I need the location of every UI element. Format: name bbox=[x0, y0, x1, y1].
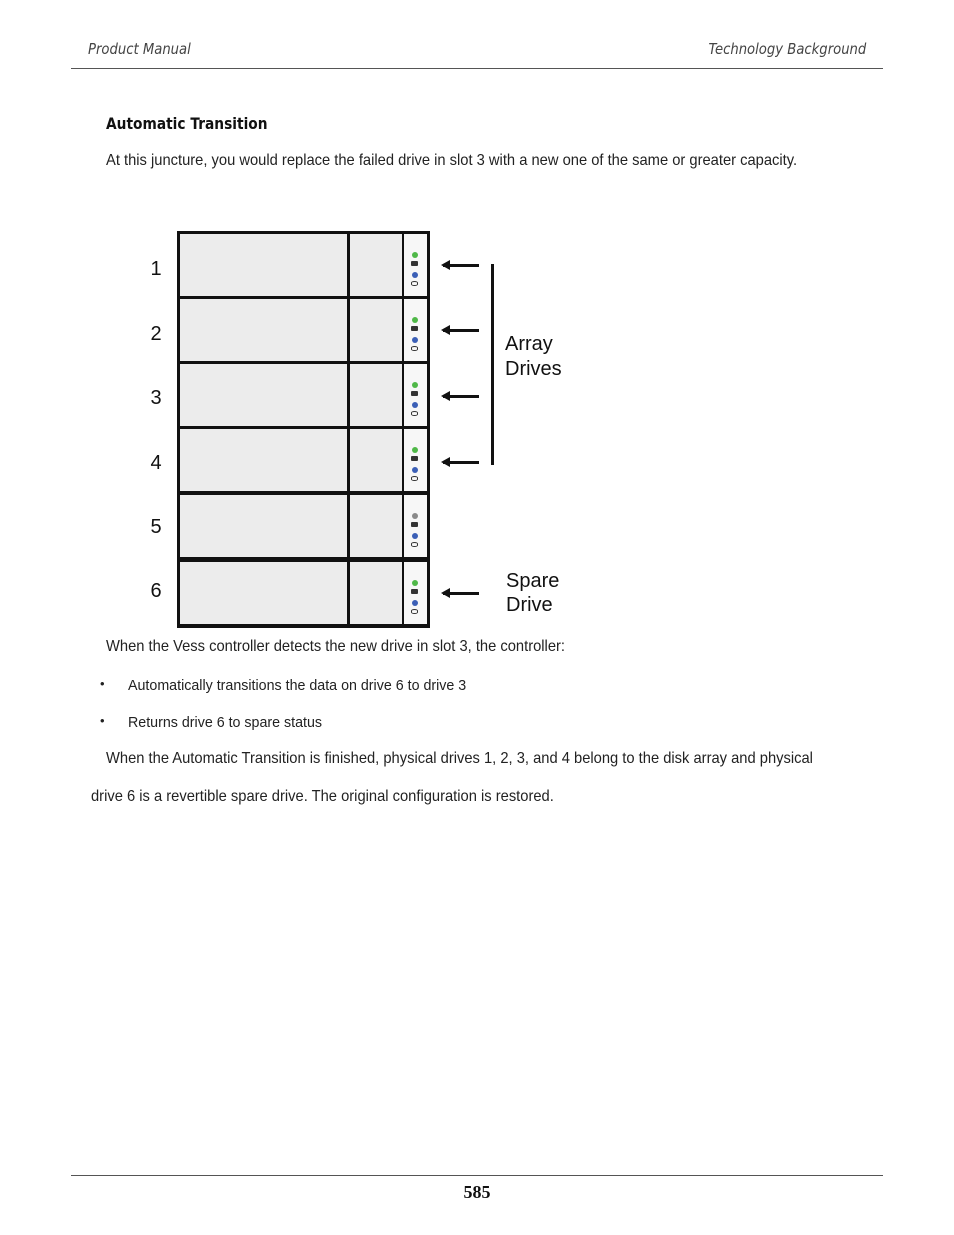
arrow-left-icon bbox=[443, 592, 479, 595]
spare-label-line1: Spare bbox=[506, 570, 560, 592]
led-panel bbox=[404, 429, 427, 491]
section-title: Automatic Transition bbox=[106, 114, 268, 133]
power-led bbox=[412, 402, 418, 408]
intro-paragraph: At this juncture, you would replace the failed drive in slot 3 with a new one of the same or greater capacity. bbox=[106, 152, 798, 169]
disk-icon bbox=[411, 542, 418, 547]
activity-led bbox=[412, 513, 418, 519]
activity-led bbox=[412, 252, 418, 258]
list-item-text: Automatically transitions the data on drive 6 to drive 3 bbox=[128, 677, 467, 694]
drive-status-icon bbox=[411, 522, 418, 527]
led-panel bbox=[404, 495, 427, 557]
detects-paragraph: When the Vess controller detects the new drive in slot 3, the controller: bbox=[106, 638, 566, 655]
arrow-left-icon bbox=[443, 395, 479, 398]
slot-number: 1 bbox=[150, 258, 162, 280]
led-panel bbox=[404, 562, 427, 624]
drive-carrier-handle bbox=[350, 562, 402, 624]
drive-slot bbox=[180, 364, 427, 426]
disk-icon bbox=[411, 411, 418, 416]
drive-status-icon bbox=[411, 261, 418, 266]
page-number: 585 bbox=[463, 1182, 491, 1202]
led-panel bbox=[404, 299, 427, 361]
activity-led bbox=[412, 317, 418, 323]
slot-number: 4 bbox=[150, 452, 162, 474]
header-manual-title: Product Manual bbox=[88, 40, 191, 58]
finished-paragraph-line2: drive 6 is a revertible spare drive. The original configuration is restored. bbox=[91, 788, 554, 805]
drive-carrier-handle bbox=[350, 429, 402, 491]
slot-number: 3 bbox=[150, 387, 162, 409]
array-drives-label bbox=[505, 332, 562, 382]
drive-slot bbox=[180, 234, 427, 296]
drive-status-icon bbox=[411, 391, 418, 396]
finished-paragraph-line1: When the Automatic Transition is finished, physical drives 1, 2, 3, and 4 belong to the disk array and physical bbox=[106, 750, 813, 767]
footer-rule bbox=[71, 1175, 883, 1176]
activity-led bbox=[412, 580, 418, 586]
power-led bbox=[412, 533, 418, 539]
activity-led bbox=[412, 447, 418, 453]
slot-number: 5 bbox=[150, 516, 162, 538]
drive-slot bbox=[180, 562, 427, 624]
drive-slot bbox=[180, 429, 427, 491]
drive-enclosure-diagram bbox=[177, 231, 430, 628]
arrow-left-icon bbox=[443, 461, 479, 464]
drive-status-icon bbox=[411, 326, 418, 331]
activity-led bbox=[412, 382, 418, 388]
array-bracket bbox=[491, 264, 494, 465]
power-led bbox=[412, 600, 418, 606]
header-chapter-title: Technology Background bbox=[708, 40, 866, 58]
drive-carrier-handle bbox=[350, 495, 402, 557]
slot-number: 2 bbox=[150, 323, 162, 345]
drive-slot bbox=[180, 299, 427, 361]
slot-number: 6 bbox=[150, 580, 162, 602]
list-item-text: Returns drive 6 to spare status bbox=[128, 714, 323, 731]
drive-carrier-face bbox=[180, 364, 347, 426]
array-label-line1: Array bbox=[505, 333, 553, 355]
drive-carrier-face bbox=[180, 495, 347, 557]
power-led bbox=[412, 272, 418, 278]
power-led bbox=[412, 467, 418, 473]
arrow-left-icon bbox=[443, 264, 479, 267]
array-label-line2: Drives bbox=[505, 358, 562, 380]
drive-carrier-handle bbox=[350, 364, 402, 426]
led-panel bbox=[404, 234, 427, 296]
drive-status-icon bbox=[411, 456, 418, 461]
arrow-left-icon bbox=[443, 329, 479, 332]
spare-drive-label bbox=[506, 569, 559, 617]
disk-icon bbox=[411, 281, 418, 286]
drive-carrier-handle bbox=[350, 234, 402, 296]
drive-carrier-face bbox=[180, 234, 347, 296]
disk-icon bbox=[411, 476, 418, 481]
header-rule bbox=[71, 68, 883, 69]
drive-carrier-face bbox=[180, 429, 347, 491]
led-panel bbox=[404, 364, 427, 426]
disk-icon bbox=[411, 346, 418, 351]
drive-status-icon bbox=[411, 589, 418, 594]
disk-icon bbox=[411, 609, 418, 614]
drive-slot bbox=[180, 495, 427, 557]
drive-carrier-handle bbox=[350, 299, 402, 361]
drive-carrier-face bbox=[180, 299, 347, 361]
bullet-icon: • bbox=[100, 713, 105, 728]
bullet-icon: • bbox=[100, 676, 105, 691]
spare-label-line2: Drive bbox=[506, 594, 553, 616]
power-led bbox=[412, 337, 418, 343]
drive-carrier-face bbox=[180, 562, 347, 624]
